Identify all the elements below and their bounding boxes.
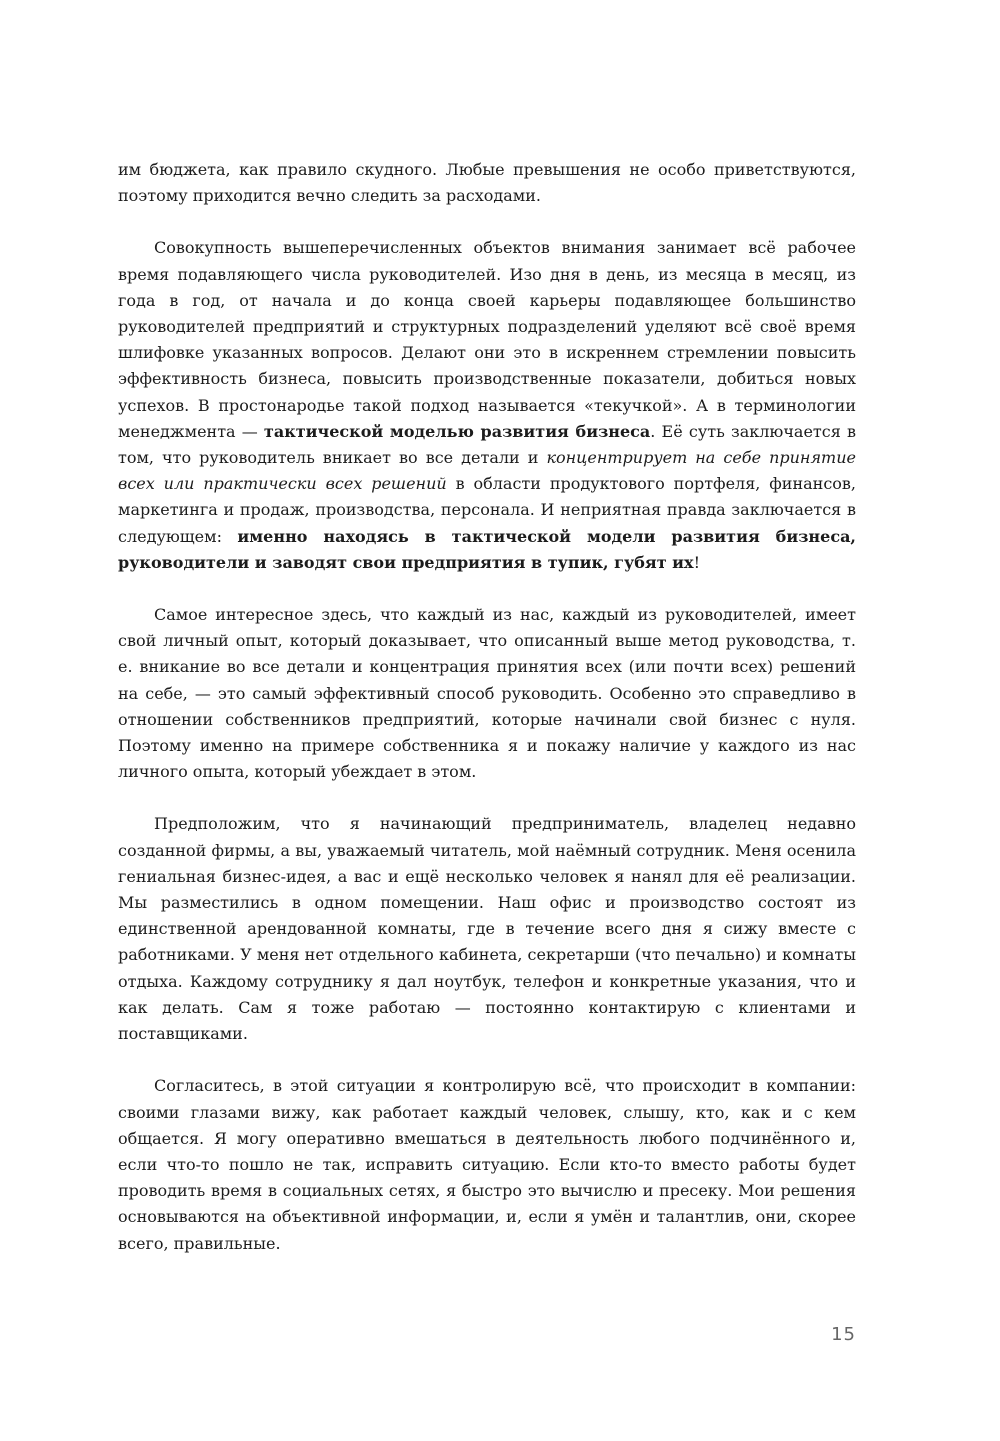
italic-emphasis: концентрирует на себе принятие всех или практически всех решений [118,448,856,494]
paragraph-text: Самое интересное здесь, что каждый из нас, каждый из руководителей, имеет свой личный опыт, который доказывает, что описанный выше метод руководства, т. е. вникание во все детали и концентрация принятия всех (или почти всех) решений на себе, — это самый эффективный способ руководить. Особенно это справедливо в отношении собственников предприятий, которые начинали свой бизнес с нуля. Поэтому именно на примере собственника я и покажу наличие у каждого из нас личного опыта, который убеждает в этом. [118,605,856,782]
paragraph-2 [118,235,856,576]
bold-key-statement: именно находясь в тактической модели развития бизнеса, руководители и заводят свои предприятия в тупик, губят их [118,526,856,572]
paragraph-text: в области продуктового портфеля, финансов, маркетинга и продаж, производства, персонала. И неприятная правда заключается в следующем: [118,474,857,546]
paragraph-text: Совокупность вышеперечисленных объектов внимания занимает всё рабочее время подавляющего числа руководителей. Изо дня в день, из месяца в месяц, из года в год, от начала и до конца своей карьеры подавляющее большинство руководителей предприятий и структурных подразделений уделяют всё своё время шлифовке указанных вопросов. Делают они это в искреннем стремлении повысить эффективность бизнеса, повысить производственные показатели, добиться новых успехов. В простонародье такой подход называется «текучкой». А в терминологии менеджмента — [118,238,856,441]
paragraph-text: . Её суть заключается в том, что руководитель вникает во все детали и [118,421,856,468]
paragraph-5 [118,1073,856,1256]
page-body [118,157,856,1257]
paragraph-3 [118,602,856,785]
bold-term-tactical-model: тактической моделью развития бизнеса [263,421,651,441]
paragraph-4 [118,811,856,1047]
page-number: 15 [831,1324,856,1345]
paragraph-text: ! [693,552,701,572]
paragraph-1 [118,157,856,209]
paragraph-text: Согласитесь, в этой ситуации я контролирую всё, что происходит в компании: своими глазами вижу, как работает каждый человек, слышу, кто, как и с кем общается. Я могу оперативно вмешаться в деятельность любого подчинённого и, если что-то пошло не так, исправить ситуацию. Если кто-то вместо работы будет проводить время в социальных сетях, я быстро это вычислю и пресеку. Мои решения основываются на объективной информации, и, если я умён и талантлив, они, скорее всего, правильные. [118,1076,856,1253]
paragraph-text: им бюджета, как правило скудного. Любые превышения не особо приветствуются, поэтому приходится вечно следить за расходами. [118,160,856,206]
paragraph-text: Предположим, что я начинающий предприниматель, владелец недавно созданной фирмы, а вы, уважаемый читатель, мой наёмный сотрудник. Меня осенила гениальная бизнес-идея, а вас и ещё несколько человек я нанял для её реализации. Мы разместились в одном помещении. Наш офис и производство состоят из единственной арендованной комнаты, где в течение всего дня я сижу вместе с работниками. У меня нет отдельного кабинета, секретарши (что печально) и комнаты отдыха. Каждому сотруднику я дал ноутбук, телефон и конкретные указания, что и как делать. Сам я тоже работаю — постоянно контактирую с клиентами и поставщиками. [118,814,856,1044]
